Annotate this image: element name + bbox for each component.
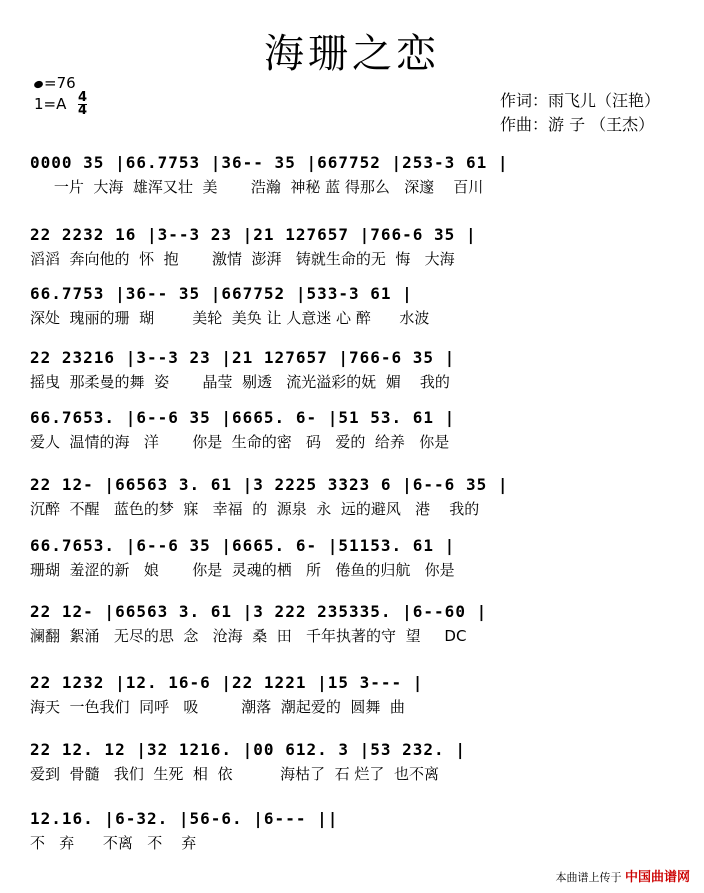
notation-line: 22 12. 12 |32 1216. |00 612. 3 |53 232. | <box>30 740 466 759</box>
notation-line: 66.7653. |6--6 35 |6665. 6- |51 53. 61 | <box>30 408 456 427</box>
time-signature-top: 4 <box>78 90 88 105</box>
tempo-value: =76 <box>44 74 76 92</box>
notation-line: 22 23216 |3--3 23 |21 127657 |766-6 35 | <box>30 348 456 367</box>
notation-line: 22 2232 16 |3--3 23 |21 127657 |766-6 35 | <box>30 225 477 244</box>
notation-line: 0000 35 |66.7753 |36-- 35 |667752 |253-3 61 | <box>30 153 509 172</box>
score-row <box>30 737 676 785</box>
notation-line: 66.7653. |6--6 35 |6665. 6- |51153. 61 | <box>30 536 456 555</box>
score-row <box>30 670 676 718</box>
footer-prefix: 本曲谱上传于 <box>555 871 622 884</box>
notation-line: 22 12- |66563 3. 61 |3 222 235335. |6--60 | <box>30 602 488 621</box>
score-row <box>30 599 676 647</box>
quarter-note-icon <box>33 80 44 90</box>
lyricist-credit: 作词：雨飞儿（汪艳） <box>500 91 661 110</box>
score-row <box>30 533 676 581</box>
score-row <box>30 405 676 453</box>
score-row <box>30 281 676 329</box>
tempo-marking <box>34 74 76 92</box>
lyrics-line: 摇曳 那柔曼的舞 姿 晶莹 剔透 流光溢彩的妩 媚 我的 <box>30 373 450 391</box>
lyrics-line: 沉醉 不醒 蓝色的梦 寐 幸福 的 源泉 永 远的避风 港 我的 <box>30 500 480 518</box>
lyrics-line: 珊瑚 羞涩的新 娘 你是 灵魂的栖 所 倦鱼的归航 你是 <box>30 561 455 579</box>
lyrics-line: 澜翻 絮涌 无尽的思 念 沧海 桑 田 千年执著的守 望 DC <box>30 627 467 645</box>
lyrics-line: 深处 瑰丽的珊 瑚 美轮 美奂 让 人意迷 心 醉 水波 <box>30 309 430 327</box>
time-signature-bottom: 4 <box>78 103 88 118</box>
score-row <box>30 222 676 270</box>
score-row <box>30 806 676 854</box>
key-signature: 1=A <box>34 95 67 113</box>
lyrics-line: 滔滔 奔向他的 怀 抱 激情 澎湃 铸就生命的无 悔 大海 <box>30 250 455 268</box>
score-row <box>30 345 676 393</box>
lyrics-line: 一片 大海 雄浑又壮 美 浩瀚 神秘 蓝 得那么 深邃 百川 <box>30 178 484 196</box>
footer-site-logo: 中国曲谱网 <box>624 870 690 885</box>
lyrics-line: 不 弃 不离 不 弃 <box>30 834 197 852</box>
lyrics-line: 爱到 骨髓 我们 生死 相 依 海枯了 石 烂了 也不离 <box>30 765 439 783</box>
notation-line: 66.7753 |36-- 35 |667752 |533-3 61 | <box>30 284 413 303</box>
footer-credit <box>555 866 690 885</box>
notation-line: 22 1232 |12. 16-6 |22 1221 |15 3--- | <box>30 673 424 692</box>
composer-credit: 作曲：游 子 （王杰） <box>500 115 655 134</box>
notation-line: 12.16. |6-32. |56-6. |6--- || <box>30 809 339 828</box>
page-title: 海珊之恋 <box>264 31 440 77</box>
time-signature <box>78 92 87 117</box>
lyrics-line: 爱人 温情的海 洋 你是 生命的密 码 爱的 给养 你是 <box>30 433 450 451</box>
score-row <box>30 150 676 198</box>
lyrics-line: 海天 一色我们 同呼 吸 潮落 潮起爱的 圆舞 曲 <box>30 698 405 716</box>
notation-line: 22 12- |66563 3. 61 |3 2225 3323 6 |6--6 35 | <box>30 475 509 494</box>
score-row <box>30 472 676 520</box>
